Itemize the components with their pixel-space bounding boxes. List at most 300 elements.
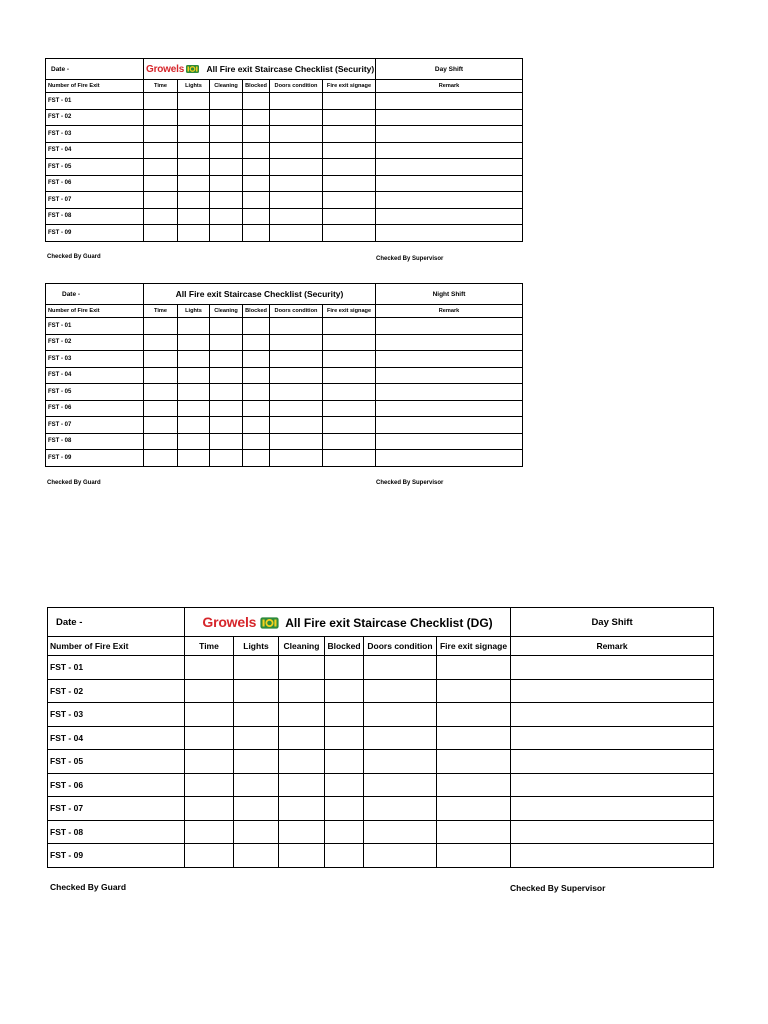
fire-exit-id: FST - 06 [46, 175, 144, 192]
table-row [46, 192, 523, 209]
doors-condition-cell[interactable] [270, 126, 323, 143]
col-header: Number of Fire Exit [46, 305, 144, 318]
time-cell[interactable] [185, 773, 234, 797]
doors-condition-cell[interactable] [270, 334, 323, 351]
growels-101-logo-icon [186, 64, 199, 74]
lights-cell[interactable] [178, 192, 210, 209]
time-cell[interactable] [144, 93, 178, 110]
lights-cell[interactable] [234, 726, 279, 750]
time-cell[interactable] [185, 679, 234, 703]
lights-cell[interactable] [234, 703, 279, 727]
lights-cell[interactable] [234, 773, 279, 797]
table-row [46, 450, 523, 467]
lights-cell[interactable] [234, 679, 279, 703]
doors-condition-cell[interactable] [270, 225, 323, 242]
blocked-cell[interactable] [325, 844, 364, 868]
signage-cell[interactable] [437, 820, 511, 844]
title-cell [144, 59, 376, 80]
blocked-cell[interactable] [325, 750, 364, 774]
checklist-title: All Fire exit Staircase Checklist (DG) [285, 615, 493, 630]
remark-cell[interactable] [376, 367, 523, 384]
checklist-table [47, 607, 714, 868]
cleaning-cell[interactable] [210, 208, 243, 225]
cleaning-cell[interactable] [210, 142, 243, 159]
fire-exit-id: FST - 08 [48, 820, 185, 844]
col-header: Lights [234, 637, 279, 656]
time-cell[interactable] [144, 159, 178, 176]
doors-condition-cell[interactable] [364, 656, 437, 680]
table-row [46, 109, 523, 126]
cleaning-cell[interactable] [279, 797, 325, 821]
table-row [48, 844, 714, 868]
blocked-cell[interactable] [325, 703, 364, 727]
col-header: Lights [178, 80, 210, 93]
col-header: Blocked [243, 80, 270, 93]
signage-cell[interactable] [323, 159, 376, 176]
doors-condition-cell[interactable] [270, 208, 323, 225]
col-header: Fire exit signage [323, 80, 376, 93]
remark-cell[interactable] [376, 192, 523, 209]
signage-cell[interactable] [323, 318, 376, 335]
lights-cell[interactable] [178, 334, 210, 351]
time-cell[interactable] [144, 384, 178, 401]
fire-exit-id: FST - 03 [48, 703, 185, 727]
remark-cell[interactable] [376, 93, 523, 110]
doors-condition-cell[interactable] [364, 773, 437, 797]
doors-condition-cell[interactable] [270, 417, 323, 434]
cleaning-cell[interactable] [210, 225, 243, 242]
col-header: Fire exit signage [323, 305, 376, 318]
col-header: Number of Fire Exit [46, 80, 144, 93]
lights-cell[interactable] [234, 656, 279, 680]
cleaning-cell[interactable] [210, 351, 243, 368]
col-header: Doors condition [270, 80, 323, 93]
remark-cell[interactable] [376, 384, 523, 401]
lights-cell[interactable] [178, 384, 210, 401]
title-row [46, 284, 523, 305]
lights-cell[interactable] [178, 225, 210, 242]
table-row [46, 175, 523, 192]
cleaning-cell[interactable] [210, 109, 243, 126]
blocked-cell[interactable] [243, 142, 270, 159]
table-row [46, 159, 523, 176]
signage-cell[interactable] [323, 175, 376, 192]
blocked-cell[interactable] [243, 126, 270, 143]
table-row [46, 93, 523, 110]
cleaning-cell[interactable] [210, 192, 243, 209]
fire-exit-id: FST - 09 [46, 225, 144, 242]
cleaning-cell[interactable] [279, 726, 325, 750]
checklist-security-night [45, 283, 523, 486]
remark-cell[interactable] [376, 175, 523, 192]
checked-by-supervisor: Checked By Supervisor [376, 480, 444, 486]
signage-cell[interactable] [323, 225, 376, 242]
blocked-cell[interactable] [243, 192, 270, 209]
cleaning-cell[interactable] [279, 773, 325, 797]
blocked-cell[interactable] [243, 93, 270, 110]
signage-cell[interactable] [323, 109, 376, 126]
table-row [48, 820, 714, 844]
cleaning-cell[interactable] [279, 820, 325, 844]
table-row [46, 208, 523, 225]
doors-condition-cell[interactable] [364, 703, 437, 727]
col-header: Time [185, 637, 234, 656]
col-header: Doors condition [364, 637, 437, 656]
fire-exit-id: FST - 05 [46, 159, 144, 176]
title-cell [185, 608, 511, 637]
blocked-cell[interactable] [243, 450, 270, 467]
signage-cell[interactable] [323, 400, 376, 417]
signage-cell[interactable] [323, 433, 376, 450]
blocked-cell[interactable] [243, 384, 270, 401]
blocked-cell[interactable] [243, 208, 270, 225]
table-row [46, 142, 523, 159]
cleaning-cell[interactable] [210, 367, 243, 384]
date-label: Date - [46, 284, 144, 305]
table-row [48, 797, 714, 821]
doors-condition-cell[interactable] [270, 318, 323, 335]
cleaning-cell[interactable] [279, 656, 325, 680]
time-cell[interactable] [185, 750, 234, 774]
signage-cell[interactable] [323, 142, 376, 159]
remark-cell[interactable] [376, 400, 523, 417]
table-row [46, 367, 523, 384]
cleaning-cell[interactable] [279, 679, 325, 703]
blocked-cell[interactable] [243, 433, 270, 450]
blocked-cell[interactable] [243, 417, 270, 434]
lights-cell[interactable] [178, 142, 210, 159]
cleaning-cell[interactable] [210, 334, 243, 351]
time-cell[interactable] [144, 208, 178, 225]
shift-label: Night Shift [376, 284, 523, 305]
table-row [46, 417, 523, 434]
time-cell[interactable] [185, 703, 234, 727]
remark-cell[interactable] [511, 844, 714, 868]
remark-cell[interactable] [511, 750, 714, 774]
blocked-cell[interactable] [243, 351, 270, 368]
table-row [48, 773, 714, 797]
checked-by-supervisor: Checked By Supervisor [376, 256, 444, 262]
fire-exit-id: FST - 05 [48, 750, 185, 774]
lights-cell[interactable] [178, 126, 210, 143]
lights-cell[interactable] [178, 175, 210, 192]
lights-cell[interactable] [234, 820, 279, 844]
fire-exit-id: FST - 06 [48, 773, 185, 797]
remark-cell[interactable] [376, 126, 523, 143]
signage-cell[interactable] [437, 703, 511, 727]
blocked-cell[interactable] [325, 726, 364, 750]
doors-condition-cell[interactable] [270, 384, 323, 401]
time-cell[interactable] [185, 844, 234, 868]
remark-cell[interactable] [511, 797, 714, 821]
time-cell[interactable] [144, 109, 178, 126]
lights-cell[interactable] [178, 351, 210, 368]
col-header: Remark [376, 305, 523, 318]
checked-by-guard: Checked By Guard [47, 254, 101, 260]
signage-cell[interactable] [323, 351, 376, 368]
time-cell[interactable] [144, 433, 178, 450]
cleaning-cell[interactable] [279, 844, 325, 868]
lights-cell[interactable] [178, 450, 210, 467]
blocked-cell[interactable] [243, 225, 270, 242]
col-header: Lights [178, 305, 210, 318]
blocked-cell[interactable] [325, 656, 364, 680]
remark-cell[interactable] [376, 351, 523, 368]
col-header: Cleaning [210, 80, 243, 93]
cleaning-cell[interactable] [210, 433, 243, 450]
fire-exit-id: FST - 04 [46, 367, 144, 384]
fire-exit-id: FST - 08 [46, 208, 144, 225]
col-header: Time [144, 80, 178, 93]
table-row [46, 400, 523, 417]
fire-exit-id: FST - 05 [46, 384, 144, 401]
time-cell[interactable] [144, 142, 178, 159]
doors-condition-cell[interactable] [270, 175, 323, 192]
table-row [46, 318, 523, 335]
signage-cell[interactable] [323, 417, 376, 434]
cleaning-cell[interactable] [210, 93, 243, 110]
remark-cell[interactable] [376, 334, 523, 351]
doors-condition-cell[interactable] [364, 726, 437, 750]
lights-cell[interactable] [234, 750, 279, 774]
remark-cell[interactable] [511, 820, 714, 844]
fire-exit-id: FST - 08 [46, 433, 144, 450]
lights-cell[interactable] [178, 367, 210, 384]
blocked-cell[interactable] [243, 400, 270, 417]
cleaning-cell[interactable] [210, 175, 243, 192]
col-header: Time [144, 305, 178, 318]
remark-cell[interactable] [376, 208, 523, 225]
lights-cell[interactable] [178, 400, 210, 417]
time-cell[interactable] [144, 126, 178, 143]
signage-cell[interactable] [437, 679, 511, 703]
lights-cell[interactable] [178, 208, 210, 225]
col-header: Doors condition [270, 305, 323, 318]
fire-exit-id: FST - 02 [46, 109, 144, 126]
fire-exit-id: FST - 09 [46, 450, 144, 467]
remark-cell[interactable] [511, 773, 714, 797]
fire-exit-id: FST - 01 [48, 656, 185, 680]
shift-label: Day Shift [376, 59, 523, 80]
col-header: Blocked [243, 305, 270, 318]
fire-exit-id: FST - 09 [48, 844, 185, 868]
time-cell[interactable] [144, 367, 178, 384]
checklist-title: All Fire exit Staircase Checklist (Security) [206, 63, 375, 74]
remark-cell[interactable] [511, 726, 714, 750]
blocked-cell[interactable] [243, 318, 270, 335]
col-header: Cleaning [279, 637, 325, 656]
col-header: Number of Fire Exit [48, 637, 185, 656]
cleaning-cell[interactable] [210, 159, 243, 176]
time-cell[interactable] [144, 225, 178, 242]
col-header: Blocked [325, 637, 364, 656]
cleaning-cell[interactable] [210, 450, 243, 467]
fire-exit-id: FST - 07 [46, 192, 144, 209]
time-cell[interactable] [144, 175, 178, 192]
doors-condition-cell[interactable] [270, 351, 323, 368]
doors-condition-cell[interactable] [270, 142, 323, 159]
time-cell[interactable] [144, 400, 178, 417]
doors-condition-cell[interactable] [270, 93, 323, 110]
lights-cell[interactable] [234, 797, 279, 821]
time-cell[interactable] [144, 192, 178, 209]
signage-cell[interactable] [437, 750, 511, 774]
remark-cell[interactable] [511, 703, 714, 727]
checked-by-supervisor: Checked By Supervisor [510, 883, 606, 893]
blocked-cell[interactable] [325, 797, 364, 821]
header-row [46, 305, 523, 318]
cleaning-cell[interactable] [279, 750, 325, 774]
table-row [46, 126, 523, 143]
signage-cell[interactable] [437, 726, 511, 750]
table-row [48, 703, 714, 727]
doors-condition-cell[interactable] [364, 750, 437, 774]
time-cell[interactable] [144, 450, 178, 467]
cleaning-cell[interactable] [210, 417, 243, 434]
remark-cell[interactable] [376, 142, 523, 159]
table-row [46, 384, 523, 401]
time-cell[interactable] [185, 797, 234, 821]
doors-condition-cell[interactable] [270, 192, 323, 209]
doors-condition-cell[interactable] [270, 367, 323, 384]
time-cell[interactable] [185, 820, 234, 844]
time-cell[interactable] [185, 726, 234, 750]
blocked-cell[interactable] [325, 820, 364, 844]
title-row [46, 59, 523, 80]
lights-cell[interactable] [178, 159, 210, 176]
title-row [48, 608, 714, 637]
table-row [46, 433, 523, 450]
blocked-cell[interactable] [325, 679, 364, 703]
table-row [46, 351, 523, 368]
growels-logo: Growels [146, 63, 185, 75]
remark-cell[interactable] [376, 109, 523, 126]
growels-101-logo-icon [260, 616, 279, 630]
lights-cell[interactable] [178, 93, 210, 110]
fire-exit-id: FST - 01 [46, 93, 144, 110]
remark-cell[interactable] [376, 225, 523, 242]
blocked-cell[interactable] [325, 773, 364, 797]
time-cell[interactable] [144, 334, 178, 351]
growels-logo: Growels [202, 613, 257, 630]
checklist-title: All Fire exit Staircase Checklist (Security) [175, 289, 344, 299]
remark-cell[interactable] [376, 318, 523, 335]
col-header: Remark [376, 80, 523, 93]
date-label: Date - [48, 608, 185, 637]
doors-condition-cell[interactable] [270, 159, 323, 176]
signage-cell[interactable] [323, 208, 376, 225]
table-row [48, 726, 714, 750]
lights-cell[interactable] [178, 318, 210, 335]
doors-condition-cell[interactable] [270, 400, 323, 417]
doors-condition-cell[interactable] [364, 679, 437, 703]
checklist-dg-day [47, 607, 714, 893]
remark-cell[interactable] [511, 656, 714, 680]
doors-condition-cell[interactable] [270, 433, 323, 450]
fire-exit-id: FST - 03 [46, 126, 144, 143]
fire-exit-id: FST - 06 [46, 400, 144, 417]
remark-cell[interactable] [376, 433, 523, 450]
signage-cell[interactable] [437, 797, 511, 821]
remark-cell[interactable] [376, 450, 523, 467]
fire-exit-id: FST - 07 [46, 417, 144, 434]
signage-cell[interactable] [323, 384, 376, 401]
signage-cell[interactable] [437, 844, 511, 868]
title-cell [144, 284, 376, 305]
checklist-table [45, 58, 523, 242]
lights-cell[interactable] [178, 433, 210, 450]
col-header: Cleaning [210, 305, 243, 318]
time-cell[interactable] [144, 417, 178, 434]
doors-condition-cell[interactable] [364, 820, 437, 844]
signage-cell[interactable] [437, 656, 511, 680]
doors-condition-cell[interactable] [364, 844, 437, 868]
remark-cell[interactable] [376, 417, 523, 434]
table-row [48, 679, 714, 703]
blocked-cell[interactable] [243, 175, 270, 192]
blocked-cell[interactable] [243, 159, 270, 176]
lights-cell[interactable] [234, 844, 279, 868]
doors-condition-cell[interactable] [270, 450, 323, 467]
doors-condition-cell[interactable] [270, 109, 323, 126]
checked-by-guard: Checked By Guard [50, 882, 127, 892]
signage-cell[interactable] [323, 93, 376, 110]
col-header: Fire exit signage [437, 637, 511, 656]
checked-by-guard: Checked By Guard [47, 480, 101, 486]
cleaning-cell[interactable] [210, 384, 243, 401]
fire-exit-id: FST - 02 [46, 334, 144, 351]
time-cell[interactable] [144, 318, 178, 335]
remark-cell[interactable] [511, 679, 714, 703]
fire-exit-id: FST - 07 [48, 797, 185, 821]
remark-cell[interactable] [376, 159, 523, 176]
time-cell[interactable] [185, 656, 234, 680]
blocked-cell[interactable] [243, 334, 270, 351]
fire-exit-id: FST - 02 [48, 679, 185, 703]
lights-cell[interactable] [178, 109, 210, 126]
fire-exit-id: FST - 04 [48, 726, 185, 750]
signage-cell[interactable] [437, 773, 511, 797]
table-row [46, 334, 523, 351]
blocked-cell[interactable] [243, 367, 270, 384]
date-label: Date - [46, 59, 144, 80]
fire-exit-id: FST - 03 [46, 351, 144, 368]
cleaning-cell[interactable] [210, 126, 243, 143]
table-row [46, 225, 523, 242]
signage-cell[interactable] [323, 126, 376, 143]
doors-condition-cell[interactable] [364, 797, 437, 821]
header-row [48, 637, 714, 656]
table-row [48, 656, 714, 680]
time-cell[interactable] [144, 351, 178, 368]
cleaning-cell[interactable] [279, 703, 325, 727]
signage-cell[interactable] [323, 192, 376, 209]
cleaning-cell[interactable] [210, 400, 243, 417]
header-row [46, 80, 523, 93]
checklist-security-day [45, 58, 523, 262]
signage-cell[interactable] [323, 334, 376, 351]
blocked-cell[interactable] [243, 109, 270, 126]
lights-cell[interactable] [178, 417, 210, 434]
table-row [48, 750, 714, 774]
shift-label: Day Shift [511, 608, 714, 637]
fire-exit-id: FST - 01 [46, 318, 144, 335]
col-header: Remark [511, 637, 714, 656]
signage-cell[interactable] [323, 450, 376, 467]
fire-exit-id: FST - 04 [46, 142, 144, 159]
signage-cell[interactable] [323, 367, 376, 384]
cleaning-cell[interactable] [210, 318, 243, 335]
